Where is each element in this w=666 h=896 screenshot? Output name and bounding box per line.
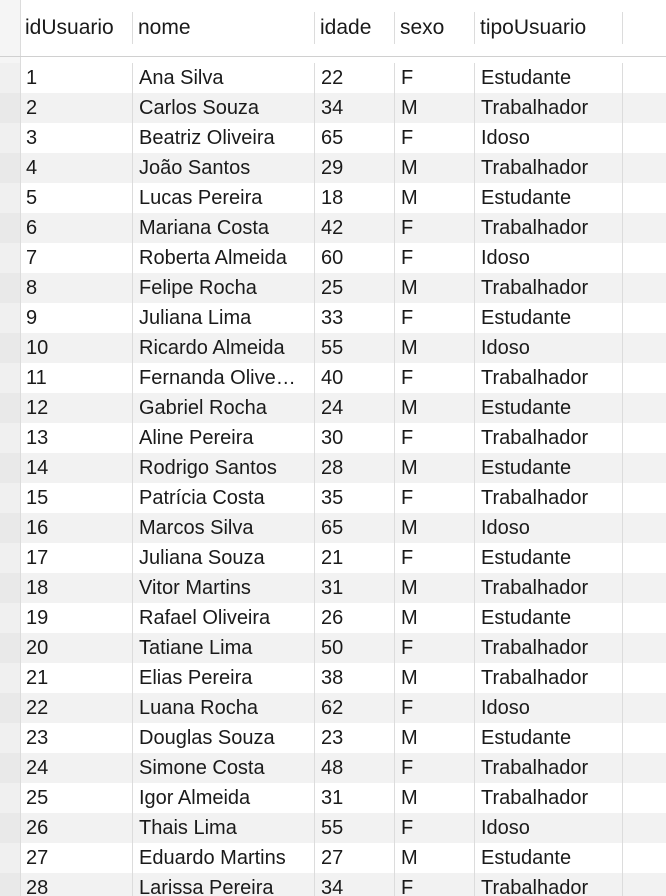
cell-idade[interactable]: 30 xyxy=(315,423,395,453)
cell-filler xyxy=(623,513,666,543)
row-gutter-cell[interactable] xyxy=(0,573,21,603)
cell-nome[interactable]: Gabriel Rocha xyxy=(133,393,315,423)
row-gutter-cell[interactable] xyxy=(0,303,21,333)
table-row[interactable] xyxy=(0,183,666,213)
cell-filler xyxy=(623,273,666,303)
cell-tipousuario[interactable]: Idoso xyxy=(475,123,623,153)
cell-sexo[interactable]: M xyxy=(395,93,475,123)
cell-nome[interactable]: Rodrigo Santos xyxy=(133,453,315,483)
cell-sexo[interactable]: F xyxy=(395,213,475,243)
cell-sexo[interactable]: F xyxy=(395,423,475,453)
table-row[interactable] xyxy=(0,393,666,423)
cell-tipousuario[interactable]: Trabalhador xyxy=(475,423,623,453)
cell-tipousuario[interactable]: Estudante xyxy=(475,843,623,873)
cell-filler xyxy=(623,873,666,896)
table-row[interactable] xyxy=(0,633,666,663)
table-row[interactable] xyxy=(0,483,666,513)
row-gutter-cell[interactable] xyxy=(0,663,21,693)
cell-tipousuario[interactable]: Trabalhador xyxy=(475,633,623,663)
cell-idusuario[interactable]: 26 xyxy=(20,813,133,843)
cell-nome[interactable]: Mariana Costa xyxy=(133,213,315,243)
table-row[interactable] xyxy=(0,513,666,543)
table-row[interactable] xyxy=(0,603,666,633)
cell-tipousuario[interactable]: Idoso xyxy=(475,243,623,273)
cell-nome[interactable]: Lucas Pereira xyxy=(133,183,315,213)
cell-filler xyxy=(623,303,666,333)
row-gutter-cell[interactable] xyxy=(0,393,21,423)
cell-nome[interactable]: Elias Pereira xyxy=(133,663,315,693)
cell-tipousuario[interactable]: Trabalhador xyxy=(475,663,623,693)
table-row[interactable] xyxy=(0,453,666,483)
cell-sexo[interactable]: F xyxy=(395,303,475,333)
cell-idusuario[interactable]: 16 xyxy=(20,513,133,543)
cell-tipousuario[interactable]: Idoso xyxy=(475,513,623,543)
grid-body xyxy=(0,63,666,896)
cell-idusuario[interactable]: 8 xyxy=(20,273,133,303)
row-gutter-cell[interactable] xyxy=(0,123,21,153)
cell-idade[interactable]: 29 xyxy=(315,153,395,183)
column-header-tipousuario[interactable]: tipoUsuario xyxy=(475,12,623,44)
table-row[interactable] xyxy=(0,843,666,873)
cell-idusuario[interactable]: 17 xyxy=(20,543,133,573)
cell-idade[interactable]: 65 xyxy=(315,513,395,543)
row-gutter-cell[interactable] xyxy=(0,753,21,783)
cell-sexo[interactable]: F xyxy=(395,693,475,723)
cell-idusuario[interactable]: 3 xyxy=(20,123,133,153)
cell-idusuario[interactable]: 22 xyxy=(20,693,133,723)
cell-idusuario[interactable]: 25 xyxy=(20,783,133,813)
cell-idusuario[interactable]: 14 xyxy=(20,453,133,483)
cell-nome[interactable]: Patrícia Costa xyxy=(133,483,315,513)
cell-sexo[interactable]: M xyxy=(395,183,475,213)
row-gutter-cell[interactable] xyxy=(0,243,21,273)
cell-idade[interactable]: 24 xyxy=(315,393,395,423)
cell-idusuario[interactable]: 11 xyxy=(20,363,133,393)
cell-idade[interactable]: 34 xyxy=(315,93,395,123)
table-row[interactable] xyxy=(0,243,666,273)
cell-idade[interactable]: 22 xyxy=(315,63,395,93)
cell-filler xyxy=(623,663,666,693)
table-row[interactable] xyxy=(0,693,666,723)
cell-filler xyxy=(623,813,666,843)
cell-idade[interactable]: 55 xyxy=(315,813,395,843)
cell-sexo[interactable]: M xyxy=(395,843,475,873)
cell-filler xyxy=(623,603,666,633)
cell-nome[interactable]: Juliana Lima xyxy=(133,303,315,333)
row-gutter-cell[interactable] xyxy=(0,603,21,633)
table-row[interactable] xyxy=(0,723,666,753)
cell-idade[interactable]: 33 xyxy=(315,303,395,333)
cell-idusuario[interactable]: 23 xyxy=(20,723,133,753)
cell-idade[interactable]: 18 xyxy=(315,183,395,213)
cell-filler xyxy=(623,393,666,423)
cell-sexo[interactable]: M xyxy=(395,663,475,693)
cell-idusuario[interactable]: 19 xyxy=(20,603,133,633)
cell-tipousuario[interactable]: Estudante xyxy=(475,453,623,483)
cell-tipousuario[interactable]: Estudante xyxy=(475,603,623,633)
cell-idade[interactable]: 38 xyxy=(315,663,395,693)
table-row[interactable] xyxy=(0,363,666,393)
table-row[interactable] xyxy=(0,783,666,813)
cell-tipousuario[interactable]: Trabalhador xyxy=(475,483,623,513)
cell-tipousuario[interactable]: Trabalhador xyxy=(475,273,623,303)
cell-idusuario[interactable]: 20 xyxy=(20,633,133,663)
cell-nome[interactable]: Beatriz Oliveira xyxy=(133,123,315,153)
cell-filler xyxy=(623,93,666,123)
cell-idusuario[interactable]: 1 xyxy=(20,63,133,93)
cell-tipousuario[interactable]: Estudante xyxy=(475,723,623,753)
cell-idusuario[interactable]: 5 xyxy=(20,183,133,213)
cell-nome[interactable]: Igor Almeida xyxy=(133,783,315,813)
cell-filler xyxy=(623,723,666,753)
cell-idade[interactable]: 26 xyxy=(315,603,395,633)
table-row[interactable] xyxy=(0,93,666,123)
cell-idade[interactable]: 23 xyxy=(315,723,395,753)
cell-sexo[interactable]: M xyxy=(395,513,475,543)
cell-filler xyxy=(623,213,666,243)
cell-idusuario[interactable]: 28 xyxy=(20,873,133,896)
cell-nome[interactable]: Aline Pereira xyxy=(133,423,315,453)
cell-filler xyxy=(623,753,666,783)
cell-idade[interactable]: 31 xyxy=(315,573,395,603)
cell-nome[interactable]: Marcos Silva xyxy=(133,513,315,543)
cell-idade[interactable]: 21 xyxy=(315,543,395,573)
cell-idade[interactable]: 65 xyxy=(315,123,395,153)
cell-idusuario[interactable]: 21 xyxy=(20,663,133,693)
row-gutter-cell[interactable] xyxy=(0,483,21,513)
cell-tipousuario[interactable]: Estudante xyxy=(475,303,623,333)
cell-idade[interactable]: 55 xyxy=(315,333,395,363)
table-row[interactable] xyxy=(0,333,666,363)
cell-idade[interactable]: 42 xyxy=(315,213,395,243)
cell-idade[interactable]: 40 xyxy=(315,363,395,393)
row-gutter-cell[interactable] xyxy=(0,273,21,303)
cell-nome[interactable]: Rafael Oliveira xyxy=(133,603,315,633)
table-row[interactable] xyxy=(0,663,666,693)
cell-nome[interactable]: Larissa Pereira xyxy=(133,873,315,896)
table-row[interactable] xyxy=(0,813,666,843)
row-gutter-cell[interactable] xyxy=(0,93,21,123)
table-row[interactable] xyxy=(0,573,666,603)
cell-tipousuario[interactable]: Estudante xyxy=(475,183,623,213)
row-gutter-cell[interactable] xyxy=(0,783,21,813)
row-gutter-cell[interactable] xyxy=(0,513,21,543)
cell-filler xyxy=(623,243,666,273)
column-header-filler xyxy=(623,12,666,44)
column-header-sexo[interactable]: sexo xyxy=(395,12,475,44)
cell-sexo[interactable]: M xyxy=(395,783,475,813)
row-gutter-cell[interactable] xyxy=(0,423,21,453)
row-gutter-cell[interactable] xyxy=(0,453,21,483)
table-row[interactable] xyxy=(0,873,666,896)
cell-idade[interactable]: 34 xyxy=(315,873,395,896)
cell-nome[interactable]: Eduardo Martins xyxy=(133,843,315,873)
cell-idusuario[interactable]: 27 xyxy=(20,843,133,873)
cell-nome[interactable]: Fernanda Olive… xyxy=(133,363,315,393)
cell-tipousuario[interactable]: Trabalhador xyxy=(475,783,623,813)
cell-tipousuario[interactable]: Idoso xyxy=(475,693,623,723)
cell-sexo[interactable]: M xyxy=(395,603,475,633)
cell-sexo[interactable]: F xyxy=(395,813,475,843)
cell-idusuario[interactable]: 4 xyxy=(20,153,133,183)
cell-idade[interactable]: 28 xyxy=(315,453,395,483)
header-gutter xyxy=(0,0,21,56)
cell-tipousuario[interactable]: Idoso xyxy=(475,333,623,363)
cell-nome[interactable]: Thais Lima xyxy=(133,813,315,843)
cell-tipousuario[interactable]: Idoso xyxy=(475,813,623,843)
cell-idade[interactable]: 50 xyxy=(315,633,395,663)
cell-nome[interactable]: Ricardo Almeida xyxy=(133,333,315,363)
table-row[interactable] xyxy=(0,123,666,153)
row-gutter-cell[interactable] xyxy=(0,333,21,363)
cell-idusuario[interactable]: 10 xyxy=(20,333,133,363)
cell-sexo[interactable]: M xyxy=(395,333,475,363)
cell-tipousuario[interactable]: Trabalhador xyxy=(475,213,623,243)
cell-sexo[interactable]: F xyxy=(395,243,475,273)
cell-sexo[interactable]: M xyxy=(395,573,475,603)
row-gutter-cell[interactable] xyxy=(0,843,21,873)
table-row[interactable] xyxy=(0,213,666,243)
cell-filler xyxy=(623,783,666,813)
cell-filler xyxy=(623,693,666,723)
cell-nome[interactable]: João Santos xyxy=(133,153,315,183)
cell-tipousuario[interactable]: Trabalhador xyxy=(475,873,623,896)
row-gutter-cell[interactable] xyxy=(0,633,21,663)
cell-sexo[interactable]: F xyxy=(395,873,475,896)
cell-sexo[interactable]: F xyxy=(395,543,475,573)
cell-nome[interactable]: Luana Rocha xyxy=(133,693,315,723)
cell-idusuario[interactable]: 9 xyxy=(20,303,133,333)
row-gutter-cell[interactable] xyxy=(0,723,21,753)
cell-sexo[interactable]: M xyxy=(395,723,475,753)
cell-filler xyxy=(623,153,666,183)
cell-sexo[interactable]: M xyxy=(395,153,475,183)
cell-nome[interactable]: Carlos Souza xyxy=(133,93,315,123)
table-row[interactable] xyxy=(0,273,666,303)
grid-header xyxy=(0,0,666,57)
cell-tipousuario[interactable]: Estudante xyxy=(475,393,623,423)
cell-sexo[interactable]: F xyxy=(395,753,475,783)
cell-nome[interactable]: Juliana Souza xyxy=(133,543,315,573)
table-row[interactable] xyxy=(0,153,666,183)
cell-idusuario[interactable]: 7 xyxy=(20,243,133,273)
cell-tipousuario[interactable]: Trabalhador xyxy=(475,93,623,123)
cell-nome[interactable]: Douglas Souza xyxy=(133,723,315,753)
cell-idusuario[interactable]: 12 xyxy=(20,393,133,423)
cell-idade[interactable]: 27 xyxy=(315,843,395,873)
cell-filler xyxy=(623,123,666,153)
table-row[interactable] xyxy=(0,303,666,333)
cell-nome[interactable]: Ana Silva xyxy=(133,63,315,93)
row-gutter-cell[interactable] xyxy=(0,183,21,213)
row-gutter-cell[interactable] xyxy=(0,873,21,896)
cell-tipousuario[interactable]: Trabalhador xyxy=(475,573,623,603)
cell-nome[interactable]: Felipe Rocha xyxy=(133,273,315,303)
cell-filler xyxy=(623,843,666,873)
row-gutter-cell[interactable] xyxy=(0,543,21,573)
cell-filler xyxy=(623,333,666,363)
cell-sexo[interactable]: F xyxy=(395,483,475,513)
cell-idade[interactable]: 31 xyxy=(315,783,395,813)
cell-tipousuario[interactable]: Trabalhador xyxy=(475,363,623,393)
cell-idusuario[interactable]: 24 xyxy=(20,753,133,783)
cell-sexo[interactable]: F xyxy=(395,633,475,663)
table-row[interactable] xyxy=(0,423,666,453)
cell-idusuario[interactable]: 13 xyxy=(20,423,133,453)
cell-nome[interactable]: Vitor Martins xyxy=(133,573,315,603)
cell-filler xyxy=(623,423,666,453)
cell-sexo[interactable]: M xyxy=(395,273,475,303)
cell-filler xyxy=(623,633,666,663)
column-header-idade[interactable]: idade xyxy=(315,12,395,44)
table-row[interactable] xyxy=(0,753,666,783)
cell-idade[interactable]: 48 xyxy=(315,753,395,783)
column-header-idusuario[interactable]: idUsuario xyxy=(20,12,133,44)
table-row[interactable] xyxy=(0,543,666,573)
row-gutter-cell[interactable] xyxy=(0,693,21,723)
cell-sexo[interactable]: M xyxy=(395,453,475,483)
cell-sexo[interactable]: F xyxy=(395,363,475,393)
table-row[interactable] xyxy=(0,63,666,93)
cell-tipousuario[interactable]: Trabalhador xyxy=(475,153,623,183)
cell-filler xyxy=(623,63,666,93)
row-gutter-cell[interactable] xyxy=(0,363,21,393)
cell-filler xyxy=(623,573,666,603)
cell-idusuario[interactable]: 6 xyxy=(20,213,133,243)
cell-nome[interactable]: Roberta Almeida xyxy=(133,243,315,273)
row-gutter-cell[interactable] xyxy=(0,63,21,93)
cell-idusuario[interactable]: 2 xyxy=(20,93,133,123)
cell-idade[interactable]: 25 xyxy=(315,273,395,303)
cell-idade[interactable]: 60 xyxy=(315,243,395,273)
cell-nome[interactable]: Tatiane Lima xyxy=(133,633,315,663)
cell-idusuario[interactable]: 15 xyxy=(20,483,133,513)
row-gutter-cell[interactable] xyxy=(0,153,21,183)
cell-tipousuario[interactable]: Estudante xyxy=(475,543,623,573)
row-gutter-cell[interactable] xyxy=(0,813,21,843)
cell-sexo[interactable]: F xyxy=(395,63,475,93)
row-gutter-cell[interactable] xyxy=(0,213,21,243)
cell-sexo[interactable]: M xyxy=(395,393,475,423)
cell-filler xyxy=(623,453,666,483)
cell-idade[interactable]: 35 xyxy=(315,483,395,513)
cell-filler xyxy=(623,543,666,573)
cell-tipousuario[interactable]: Trabalhador xyxy=(475,753,623,783)
cell-filler xyxy=(623,363,666,393)
cell-filler xyxy=(623,483,666,513)
cell-filler xyxy=(623,183,666,213)
cell-idade[interactable]: 62 xyxy=(315,693,395,723)
cell-tipousuario[interactable]: Estudante xyxy=(475,63,623,93)
cell-idusuario[interactable]: 18 xyxy=(20,573,133,603)
cell-nome[interactable]: Simone Costa xyxy=(133,753,315,783)
column-header-nome[interactable]: nome xyxy=(133,12,315,44)
cell-sexo[interactable]: F xyxy=(395,123,475,153)
